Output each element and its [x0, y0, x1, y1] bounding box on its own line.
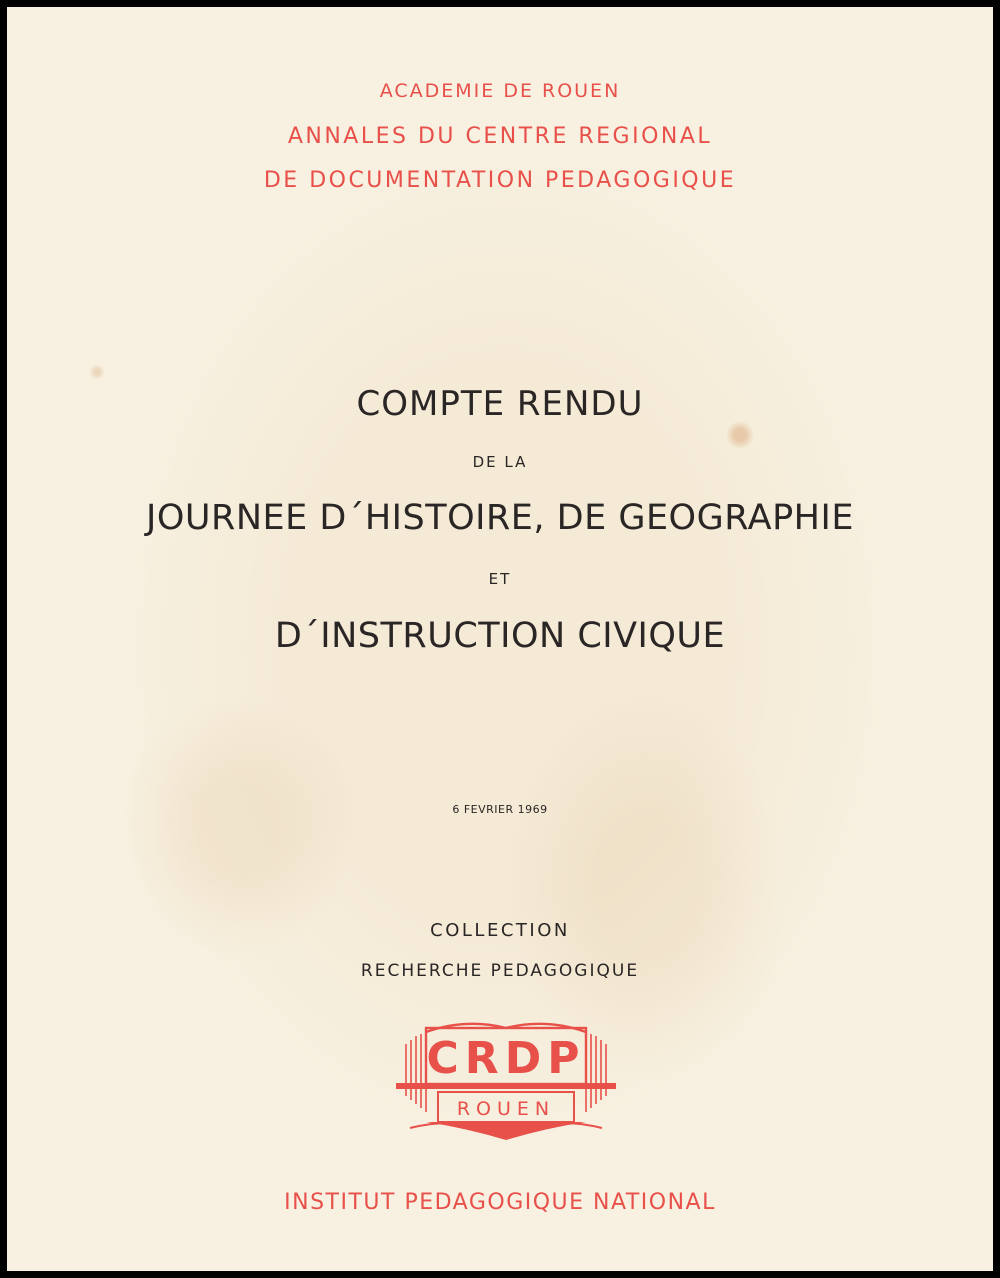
title-de-la: DE LA	[472, 453, 528, 471]
title-journee: JOURNEE D´HISTOIRE, DE GEOGRAPHIE	[146, 498, 854, 538]
publisher-footer: INSTITUT PEDAGOGIQUE NATIONAL	[284, 1190, 716, 1215]
title-compte-rendu: COMPTE RENDU	[356, 384, 644, 424]
crdp-logo	[396, 1016, 616, 1148]
logo-rouen-text: ROUEN	[456, 1098, 556, 1120]
academie-heading: ACADEMIE DE ROUEN	[379, 80, 621, 102]
collection-label: COLLECTION	[430, 920, 570, 941]
logo-crdp-text: CRDP	[426, 1033, 586, 1084]
documentation-heading: DE DOCUMENTATION PEDAGOGIQUE	[263, 168, 737, 193]
annales-heading: ANNALES DU CENTRE REGIONAL	[287, 124, 713, 149]
title-instruction-civique: D´INSTRUCTION CIVIQUE	[274, 616, 726, 656]
logo-page-fill	[426, 1122, 586, 1140]
publication-date: 6 FEVRIER 1969	[452, 803, 548, 816]
collection-name: RECHERCHE PEDAGOGIQUE	[360, 961, 640, 981]
title-et: ET	[488, 570, 512, 588]
